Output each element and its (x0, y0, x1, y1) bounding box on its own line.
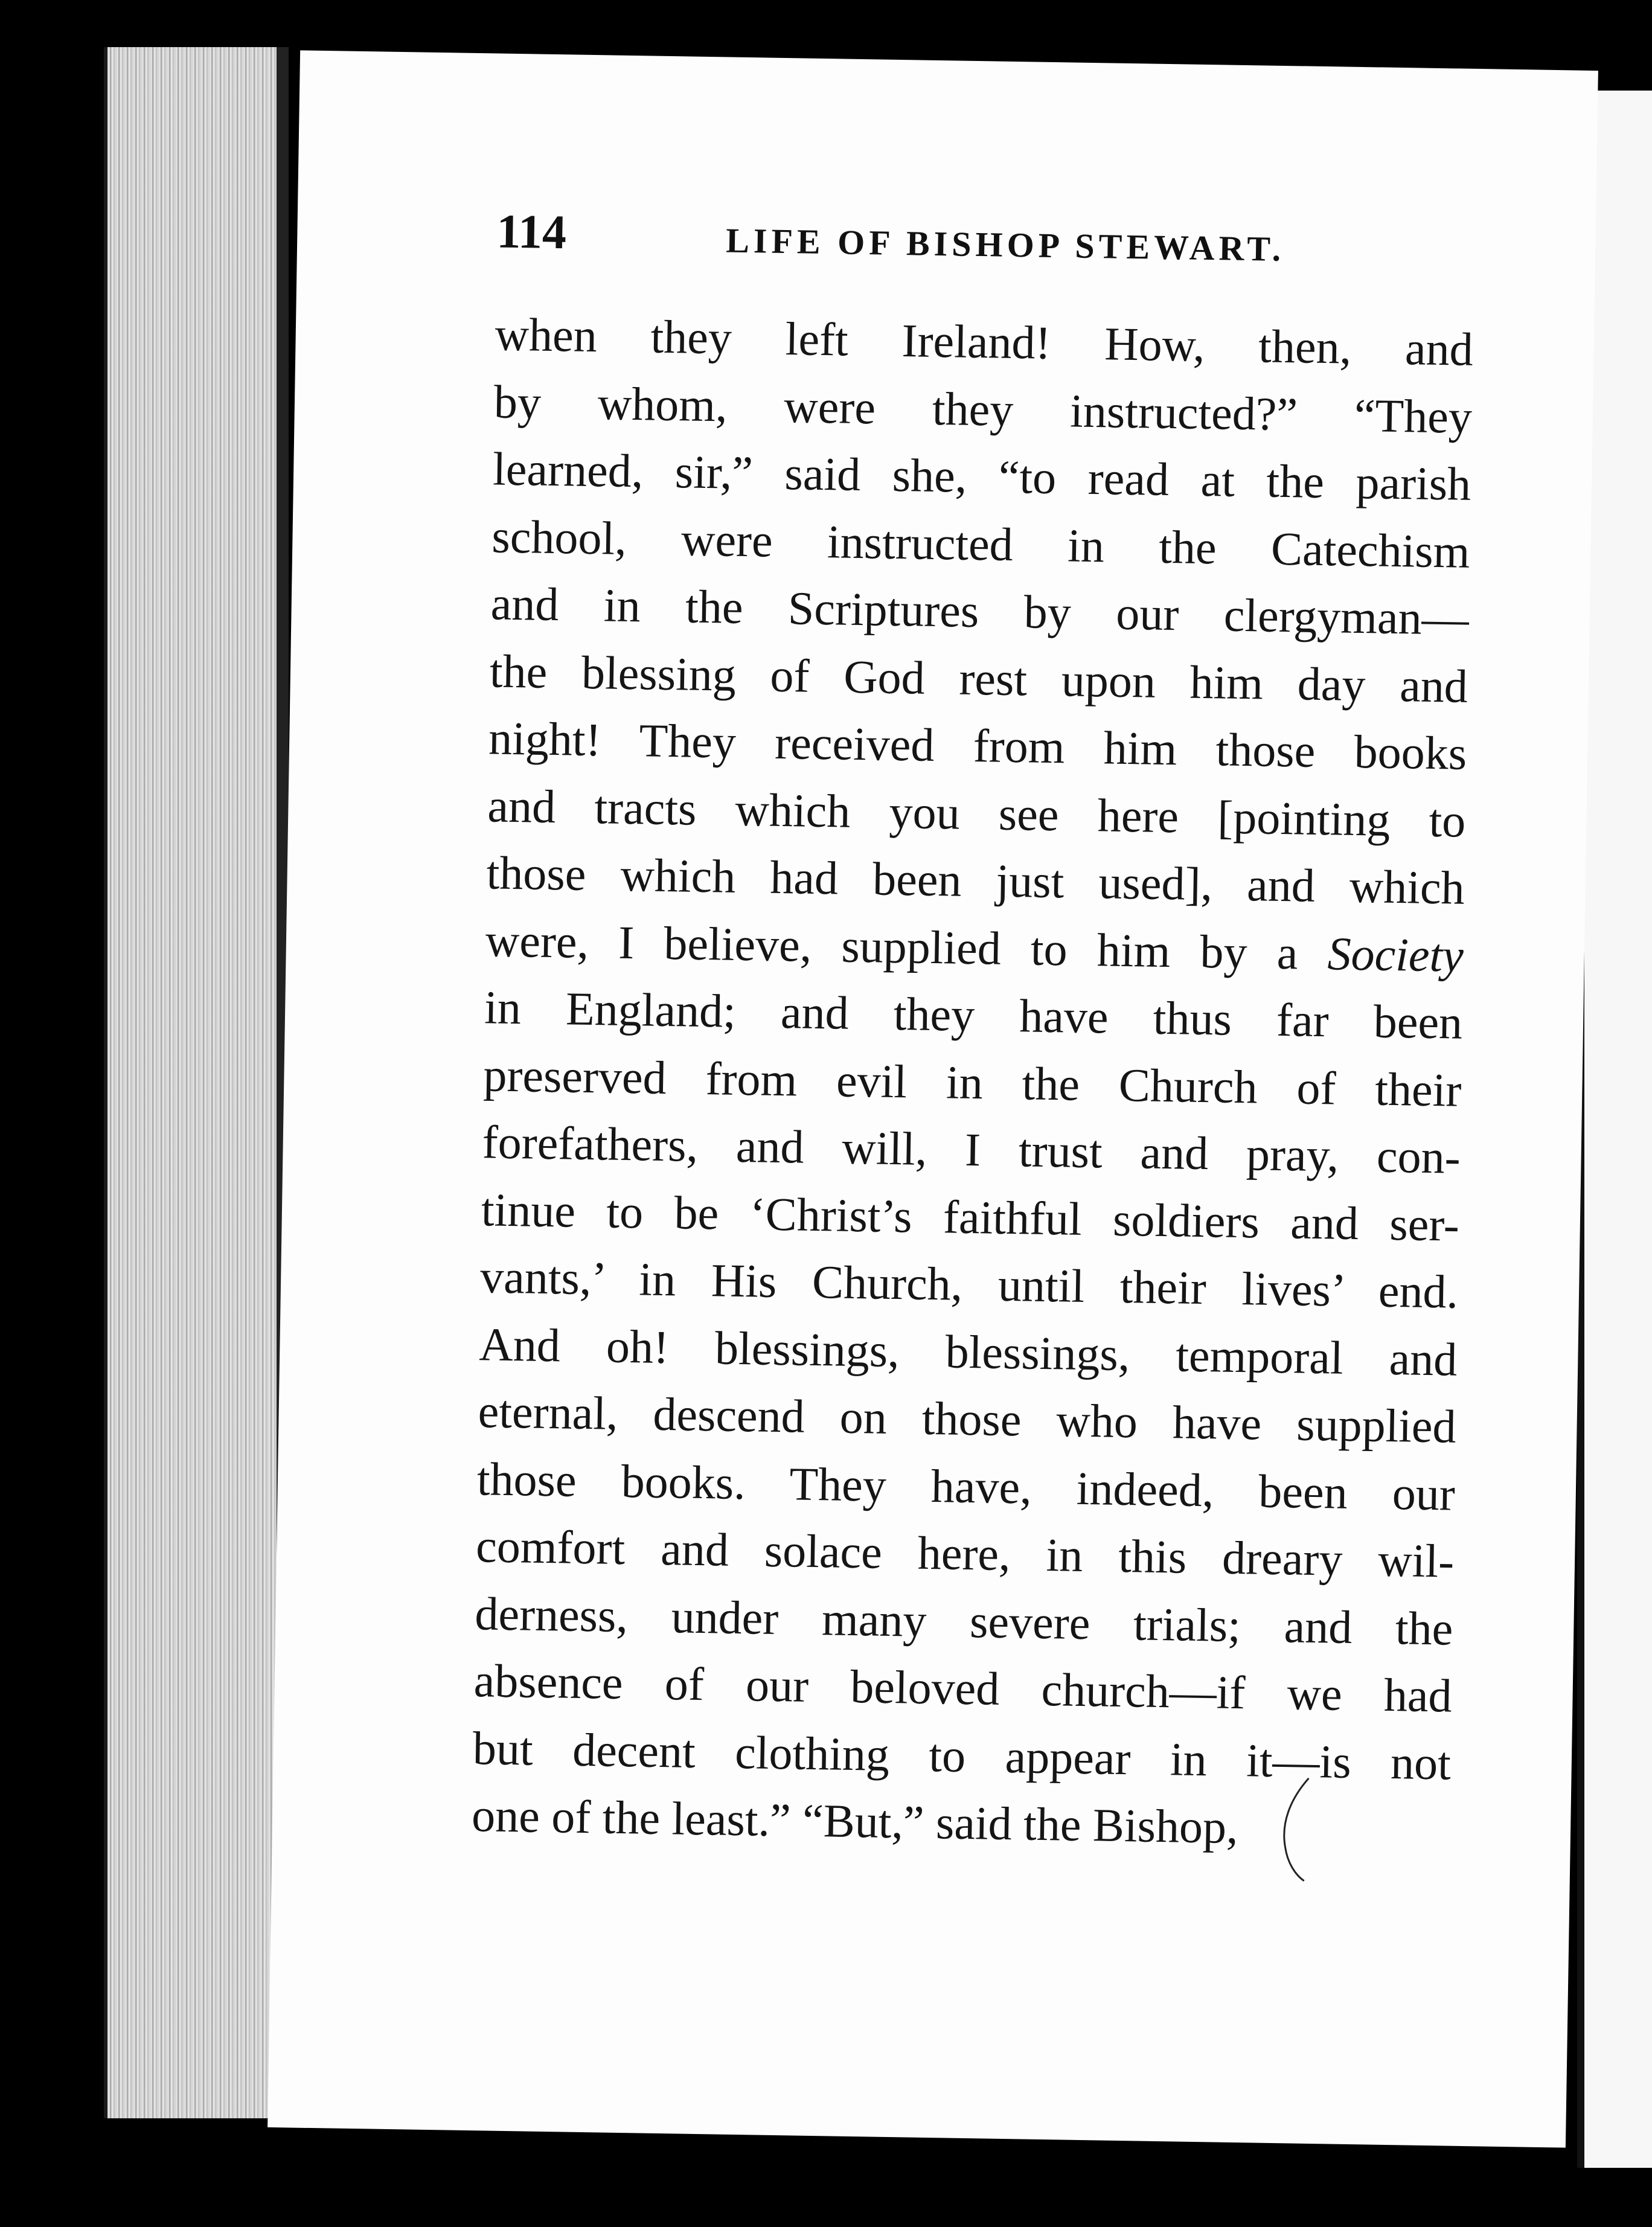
text-line: those which had been just used], and which (486, 846, 1465, 914)
page-header (496, 204, 1523, 293)
running-head: LIFE OF BISHOP STEWART. (725, 220, 1285, 269)
text-line: vants,’ in His Church, until their lives’ end. (479, 1250, 1459, 1318)
handwritten-bracket-mark (1274, 1775, 1318, 1884)
italic-word: Society (1327, 926, 1464, 982)
text-line: derness, under many severe trials; and the (474, 1586, 1454, 1655)
text-line: the blessing of God rest upon him day and (489, 644, 1468, 713)
text-line: absence of our beloved church—if we had (473, 1654, 1453, 1722)
text-line: tinue to be ‘Christ’s faithful soldiers and ser- (481, 1182, 1460, 1251)
text-line: by whom, were they instructed?” “They (493, 374, 1473, 443)
text-line: eternal, descend on those who have supplied (478, 1385, 1457, 1453)
book-page (267, 50, 1598, 2147)
text-line: comfort and solace here, in this dreary wil- (475, 1519, 1455, 1588)
text-line: And oh! blessings, blessings, temporal and (478, 1317, 1458, 1386)
text-line: one of the least.” “But,” said the Bishop, (471, 1789, 1239, 1854)
page-edge-stack (104, 47, 289, 2118)
text-line: and in the Scriptures by our clergyman— (490, 577, 1470, 645)
text-line: forefathers, and will, I trust and pray, con- (482, 1115, 1461, 1184)
text-line: when they left Ireland! How, then, and (495, 307, 1474, 376)
text-line: and tracts which you see here [pointing to (487, 778, 1467, 847)
body-text (471, 304, 1473, 1868)
text-line: those books. They have, indeed, been our (476, 1452, 1456, 1520)
text-line: preserved from evil in the Church of their (482, 1048, 1462, 1117)
text-line: school, were instructed in the Catechism (491, 509, 1471, 578)
text-line: but decent clothing to appear in it—is not (472, 1721, 1452, 1790)
text-segment: were, I believe, supplied to him by a (485, 913, 1299, 979)
text-line: night! They received from him those books (488, 711, 1467, 780)
text-line: in England; and they have thus far been (484, 981, 1463, 1049)
text-line: learned, sir,” said she, “to read at the parish (492, 442, 1471, 510)
page-number: 114 (496, 205, 567, 260)
